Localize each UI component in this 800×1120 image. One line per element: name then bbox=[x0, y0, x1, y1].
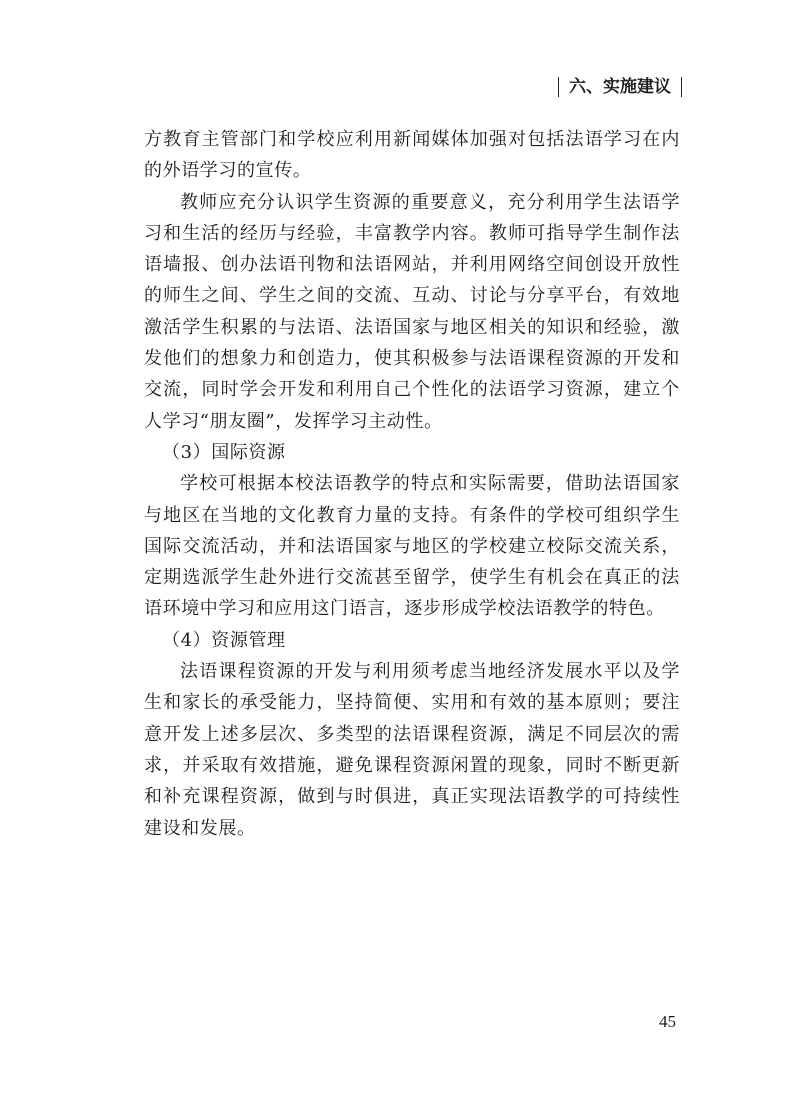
paragraph-student-resources: 教师应充分认识学生资源的重要意义，充分利用学生法语学习和生活的经历与经验，丰富教学内容。教师可指导学生制作法语墙报、创办法语刊物和法语网站，并利用网络空间创设开放性的师生之间、学生之间的交流、互动、讨论与分享平台，有效地激活学生积累的与法语、法语国家与地区相关的知识和经验，激发他们的想象力和创造力，使其积极参与法语课程资源的开发和交流，同时学会开发和利用自己个性化的法语学习资源，建立个人学习“朋友圈”，发挥学习主动性。 bbox=[144, 191, 680, 432]
paragraph-continuation: 方教育主管部门和学校应利用新闻媒体加强对包括法语学习在内的外语学习的宣传。 bbox=[144, 129, 680, 182]
header-divider-right bbox=[681, 77, 682, 97]
page-number: 45 bbox=[659, 1012, 676, 1031]
running-header bbox=[558, 74, 682, 100]
section-title: 六、实施建议 bbox=[569, 77, 671, 97]
paragraph-resource-management: 法语课程资源的开发与利用须考虑当地经济发展水平以及学生和家长的承受能力，坚持简便、实用和有效的基本原则；要注意开发上述多层次、多类型的法语课程资源，满足不同层次的需求，并采取有效措施，避免课程资源闲置的现象，同时不断更新和补充课程资源，做到与时俱进，真正实现法语教学的可持续性建设和发展。 bbox=[144, 661, 680, 839]
subheading-international-resources: （3）国际资源 bbox=[162, 441, 286, 463]
paragraph-international-resources: 学校可根据本校法语教学的特点和实际需要，借助法语国家与地区在当地的文化教育力量的支持。有条件的学校可组织学生国际交流活动，并和法语国家与地区的学校建立校际交流关系，定期选派学生赴外进行交流甚至留学，使学生有机会在真正的法语环境中学习和应用这门语言，逐步形成学校法语教学的特色。 bbox=[144, 473, 680, 620]
body-text bbox=[144, 124, 680, 844]
header-divider-left bbox=[558, 77, 559, 97]
subheading-resource-management: （4）资源管理 bbox=[162, 629, 286, 651]
